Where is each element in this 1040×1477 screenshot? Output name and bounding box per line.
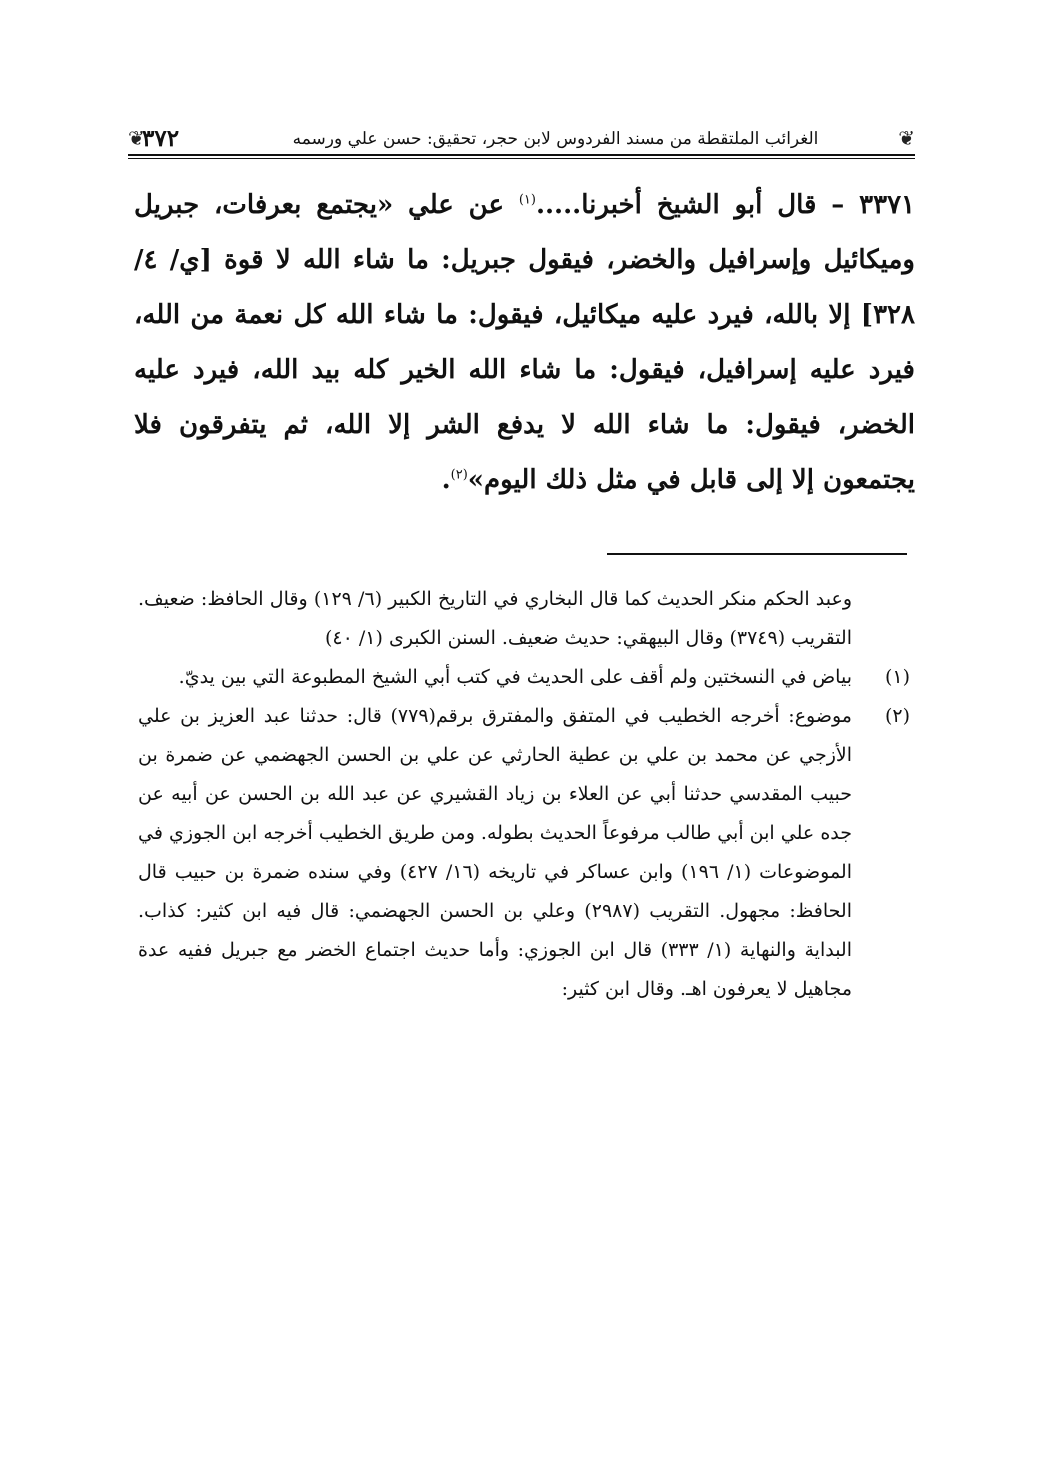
footnote-ref[interactable]: (١) bbox=[518, 192, 536, 208]
floral-ornament-icon: ❦ bbox=[128, 126, 145, 150]
footnote-ref[interactable]: (٢) bbox=[450, 467, 468, 483]
hadith-paragraph bbox=[134, 178, 915, 508]
footnote-text: بياض في النسختين ولم أقف على الحديث في كتب أبي الشيخ المطبوعة التي بين يديّ. bbox=[178, 666, 852, 688]
header-title: الغرائب الملتقطة من مسند الفردوس لابن حجر، تحقيق: حسن علي ورسمه bbox=[292, 129, 819, 149]
footnote-text: موضوع: أخرجه الخطيب في المتفق والمفترق برقم(٧٧٩) قال: حدثنا عبد العزيز بن علي الأزجي عن محمد بن علي بن عطية الحارثي عن علي بن الحسن الجهضمي عن ضمرة بن حبيب المقدسي حدثنا أبي عن العلاء بن زياد القشيري عن عبد الله بن الحسن عن أبيه عن جده علي ابن أبي طالب مرفوعاً الحديث بطوله. ومن طريق الخطيب أخرجه ابن الجوزي في الموضوعات (١/ ١٩٦) وابن عساكر في تاريخه (١٦/ ٤٢٧) وفي سنده ضمرة بن حبيب قال الحافظ: مجهول. التقريب (٢٩٨٧) وعلي بن الحسن الجهضمي: قال فيه ابن كثير: كذاب. البداية والنهاية (١/ ٣٣٣) قال ابن الجوزي: وأما حديث اجتماع الخضر مع جبريل ففيه عدة مجاهيل لا يعرفون اهـ. وقال ابن كثير: bbox=[138, 705, 853, 1000]
floral-ornament-icon: ❦ bbox=[898, 126, 915, 150]
footnote-number: (١) bbox=[884, 666, 910, 688]
header-rule bbox=[128, 154, 915, 156]
footnote-item bbox=[138, 658, 910, 697]
footnotes bbox=[138, 580, 910, 1009]
hadith-text bbox=[134, 178, 915, 508]
hadith-opening: ٣٣٧١ – قال أبو الشيخ أخبرنا..... bbox=[535, 190, 916, 220]
hadith-body: عن علي «يجتمع بعرفات، جبريل وميكائيل وإسرافيل والخضر، فيقول جبريل: ما شاء الله لا قوة [ي/ ٤/ ٣٢٨] إلا بالله، فيرد عليه ميكائيل، فيقول: ما شاء الله كل نعمة من الله، فيرد عليه إسرافيل، فيقول: ما شاء الله الخير كله بيد الله، فيرد عليه الخضر، فيقول: ما شاء الله لا يدفع الشر إلا الله، ثم يتفرقون فلا يجتمعون إلا إلى قابل في مثل ذلك اليوم» bbox=[134, 190, 915, 495]
footnote-item bbox=[138, 697, 910, 1009]
page-number: ٣٧٢ bbox=[142, 125, 180, 152]
header-rule bbox=[128, 158, 915, 159]
hadith-end: . bbox=[441, 465, 451, 495]
footnote-continuation: وعبد الحكم منكر الحديث كما قال البخاري في التاريخ الكبير (٦/ ١٢٩) وقال الحافظ: ضعيف. التقريب (٣٧٤٩) وقال البيهقي: حديث ضعيف. السنن الكبرى (١/ ٤٠) bbox=[138, 588, 853, 649]
footnote-number: (٢) bbox=[884, 705, 910, 727]
page-header bbox=[128, 126, 915, 160]
footnote-separator bbox=[607, 553, 907, 555]
